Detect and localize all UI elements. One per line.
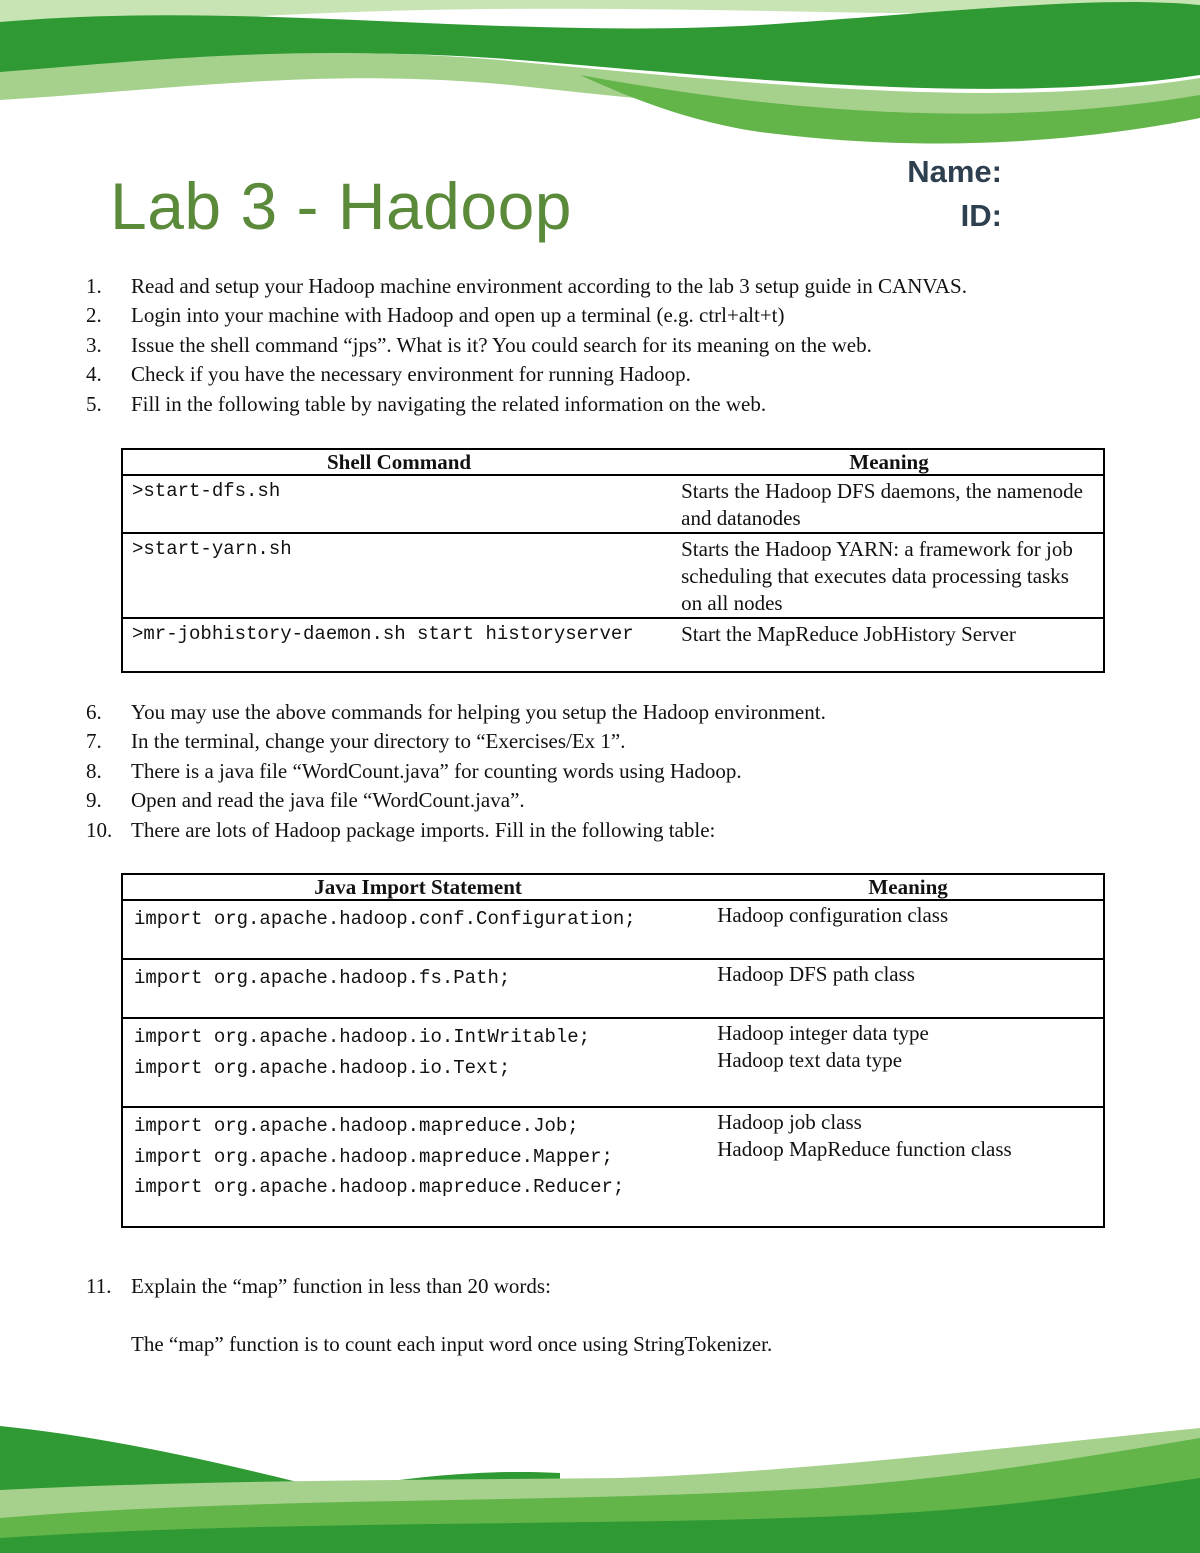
id-label: ID: [960, 198, 1002, 233]
list-item [86, 272, 1116, 301]
meaning-text: Hadoop integer data type [717, 1021, 929, 1045]
list-item-number: 4. [86, 362, 102, 387]
table-row [122, 900, 1104, 959]
list-item-number: 11. [86, 1274, 112, 1298]
list-item-text: Explain the “map” function in less than 20 words: [131, 1274, 551, 1298]
meaning-text: Hadoop text data type [717, 1048, 903, 1072]
list-item-number: 5. [86, 391, 102, 416]
list-item [86, 757, 1116, 786]
meaning-text: Hadoop MapReduce function class [717, 1137, 1012, 1161]
name-id-block [907, 150, 1002, 238]
list-item [86, 390, 1116, 419]
java-import-header: Java Import Statement [122, 874, 713, 900]
import-statement: import org.apache.hadoop.mapreduce.Mapper; [134, 1145, 613, 1168]
list-item [86, 786, 1116, 815]
list-item-text: Issue the shell command “jps”. What is it? You could search for its meaning on the web. [131, 332, 872, 357]
list-item-text: Read and setup your Hadoop machine environment according to the lab 3 setup guide in CANVAS. [131, 274, 967, 298]
meaning-cell [713, 900, 1104, 959]
list-item-number: 6. [86, 700, 102, 724]
import-statement: import org.apache.hadoop.mapreduce.Reducer; [134, 1176, 625, 1198]
table-row [122, 533, 1104, 618]
import-statement: import org.apache.hadoop.io.IntWritable; [134, 1026, 591, 1048]
list-item-number: 1. [86, 274, 102, 298]
meaning-text: Hadoop configuration class [717, 903, 949, 927]
table-header-row [122, 449, 1104, 475]
list-item [86, 727, 1116, 756]
import-statement: import org.apache.hadoop.io.Text; [134, 1056, 511, 1079]
table-row [122, 618, 1104, 672]
list-item [86, 301, 1116, 330]
shell-command-header: Shell Command [122, 449, 675, 475]
list-item [86, 816, 1116, 845]
list-item-text: In the terminal, change your directory to “Exercises/Ex 1”. [131, 729, 626, 754]
header-wave-decoration [0, 0, 1200, 150]
meaning-cell: Start the MapReduce JobHistory Server [681, 622, 1016, 646]
footer-wave-decoration [0, 1418, 1200, 1553]
list-item-number: 10. [86, 817, 113, 842]
list-item-number: 8. [86, 758, 102, 783]
list-item-text: Fill in the following table by navigating the related information on the web. [131, 391, 767, 416]
table-row [122, 1018, 1104, 1107]
list-item [86, 1272, 1116, 1301]
list-item-text: Login into your machine with Hadoop and open up a terminal (e.g. ctrl+alt+t) [131, 303, 785, 328]
meaning-text: Hadoop job class [717, 1110, 862, 1134]
table-header-row [122, 874, 1104, 900]
list-item-text: There is a java file “WordCount.java” for counting words using Hadoop. [131, 758, 742, 783]
list-item [86, 331, 1116, 360]
meaning-cell: Starts the Hadoop DFS daemons, the namenode and datanodes [681, 479, 1083, 530]
meaning-header: Meaning [713, 874, 1104, 900]
answer-text: The “map” function is to count each input word once using StringTokenizer. [131, 1332, 773, 1356]
list-item-number: 9. [86, 788, 102, 813]
list-item [86, 360, 1116, 389]
page-title: Lab 3 - Hadoop [110, 169, 573, 243]
name-label: Name: [907, 154, 1002, 189]
java-import-table [121, 873, 1105, 1228]
import-cell [122, 959, 713, 1018]
list-item-number: 3. [86, 332, 102, 357]
list-item-text: Open and read the java file “WordCount.java”. [131, 788, 525, 813]
meaning-header: Meaning [675, 449, 1104, 475]
meaning-cell: Starts the Hadoop YARN: a framework for job scheduling that executes data processing tasks on all nodes [681, 537, 1073, 615]
table-row [122, 959, 1104, 1018]
list-item-text: You may use the above commands for helping you setup the Hadoop environment. [131, 700, 826, 724]
instruction-list-part-1 [86, 272, 1116, 419]
instruction-list-part-2 [86, 698, 1116, 845]
import-statement: import org.apache.hadoop.conf.Configuration; [134, 908, 636, 930]
import-cell [122, 1018, 713, 1107]
list-item-text: There are lots of Hadoop package imports. Fill in the following table: [131, 817, 716, 842]
shell-command-table [121, 448, 1105, 673]
meaning-text: Hadoop DFS path class [717, 962, 915, 986]
meaning-cell [713, 1107, 1104, 1227]
import-statement: import org.apache.hadoop.fs.Path; [134, 967, 511, 989]
list-item [86, 698, 1116, 727]
meaning-cell [713, 959, 1104, 1018]
table-row [122, 1107, 1104, 1227]
import-cell [122, 900, 713, 959]
import-statement: import org.apache.hadoop.mapreduce.Job; [134, 1115, 579, 1137]
list-item-number: 7. [86, 729, 102, 754]
shell-command-cell: >mr-jobhistory-daemon.sh start historyserver [132, 623, 634, 645]
table-row [122, 475, 1104, 533]
import-cell [122, 1107, 713, 1227]
meaning-cell [713, 1018, 1104, 1107]
list-item-number: 2. [86, 303, 102, 328]
instruction-list-part-3 [86, 1272, 1116, 1301]
shell-command-cell: >start-yarn.sh [132, 538, 292, 560]
list-item-text: Check if you have the necessary environment for running Hadoop. [131, 362, 691, 387]
shell-command-cell: >start-dfs.sh [132, 480, 281, 502]
